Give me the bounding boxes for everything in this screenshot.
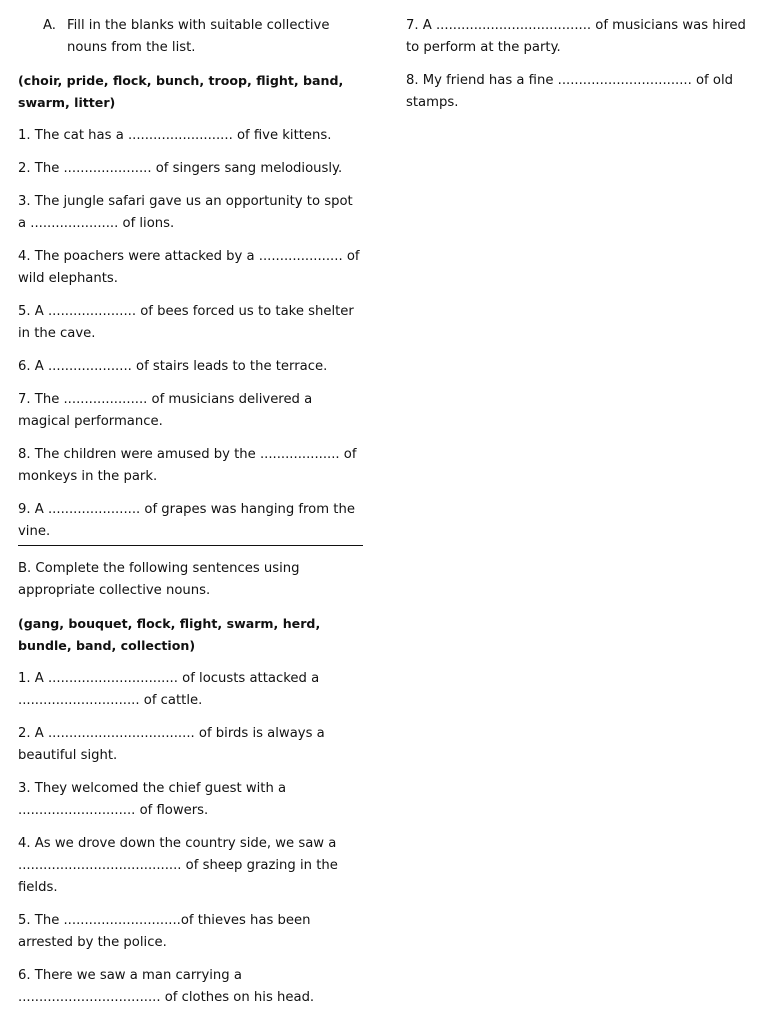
section-a-question-5: 5. A ..................... of bees forced us to take shelter in the cave. (18, 304, 354, 341)
section-a-marker: A. (43, 18, 56, 33)
section-b-question-3: 3. They welcomed the chief guest with a ............................ of flowers. (18, 781, 287, 818)
section-b-question-1: 1. A ............................... of locusts attacked a ............................. of cattle. (18, 671, 320, 708)
section-divider (18, 545, 363, 546)
section-a-question-6: 6. A .................... of stairs leads to the terrace. (18, 359, 328, 374)
section-a-question-2: 2. The ..................... of singers sang melodiously. (18, 161, 343, 176)
right-column (406, 15, 746, 125)
section-b-question-6: 6. There we saw a man carrying a .................................. of clothes on his head. (18, 968, 315, 1005)
section-b-word-list: (gang, bouquet, flock, flight, swarm, herd, bundle, band, collection) (18, 616, 321, 653)
section-a-question-7: 7. The .................... of musicians delivered a magical performance. (18, 392, 313, 429)
section-b-question-5: 5. The ............................of thieves has been arrested by the police. (18, 913, 311, 950)
section-a-word-list: (choir, pride, flock, bunch, troop, flight, band, swarm, litter) (18, 73, 344, 110)
section-a-question-9: 9. A ...................... of grapes was hanging from the vine. (18, 502, 355, 539)
section-a-instruction: Fill in the blanks with suitable collective nouns from the list. (67, 18, 330, 55)
section-b-question-8: 8. My friend has a fine ................................ of old stamps. (406, 73, 733, 110)
section-a-heading (18, 15, 363, 59)
section-b-instruction: B. Complete the following sentences using appropriate collective nouns. (18, 561, 300, 598)
section-a-question-8: 8. The children were amused by the ................... of monkeys in the park. (18, 447, 357, 484)
section-b-question-4: 4. As we drove down the country side, we saw a ....................................... of sheep grazing in the fields. (18, 836, 338, 895)
section-b-question-2: 2. A ................................... of birds is always a beautiful sight. (18, 726, 325, 763)
section-a-question-1: 1. The cat has a ......................... of five kittens. (18, 128, 332, 143)
left-column (18, 15, 363, 1020)
section-b-question-7: 7. A ..................................... of musicians was hired to perform at the party. (406, 18, 746, 55)
section-a-question-3: 3. The jungle safari gave us an opportunity to spot a ..................... of lions. (18, 194, 353, 231)
section-a-question-4: 4. The poachers were attacked by a .................... of wild elephants. (18, 249, 360, 286)
